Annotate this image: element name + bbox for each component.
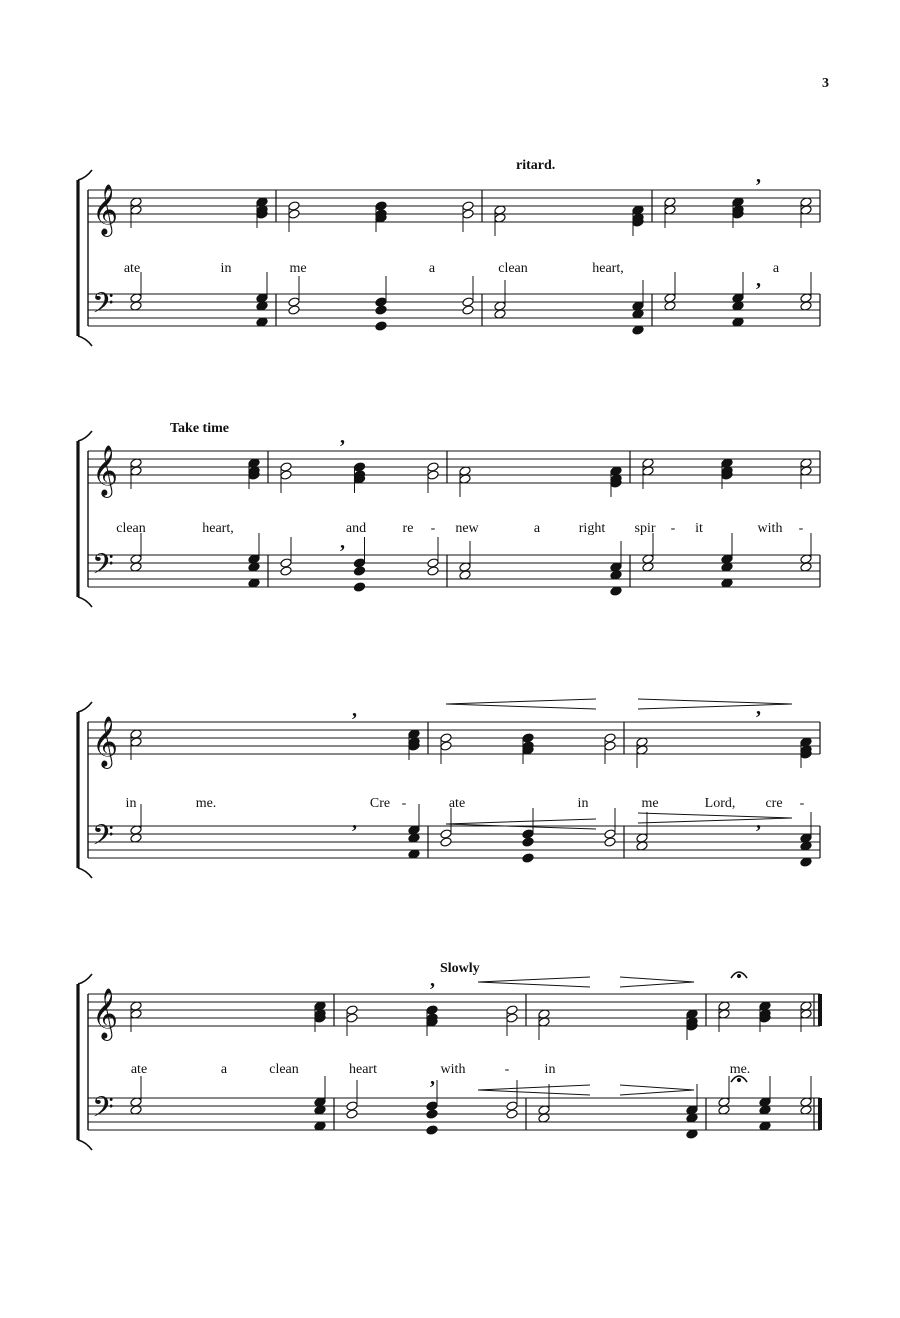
half-note-head: [462, 297, 474, 307]
system-2: [78, 426, 820, 607]
half-note-head: [427, 462, 439, 472]
half-note-head: [604, 741, 616, 751]
system-4: [78, 969, 820, 1150]
lyric: in: [577, 796, 589, 811]
treble-clef-icon: 𝄞: [92, 716, 119, 767]
crescendo-hairpin: [446, 699, 596, 709]
lyric: in: [220, 261, 232, 276]
lyric: a: [533, 521, 541, 536]
diminuendo-hairpin: [620, 1085, 694, 1095]
half-note-head: [288, 305, 300, 315]
treble-staff: [88, 451, 820, 483]
lyric: right: [578, 521, 606, 536]
half-note-head: [280, 558, 292, 568]
bracket-hook-bottom: [78, 597, 92, 607]
quarter-note-head: [375, 321, 387, 331]
diminuendo-hairpin: [620, 977, 694, 987]
breath-mark: ,: [756, 811, 761, 833]
half-note-head: [440, 829, 452, 839]
bass-clef-icon: 𝄢: [92, 287, 114, 327]
crescendo-hairpin: [446, 819, 596, 829]
lyric: ate: [123, 261, 141, 276]
system-3: [78, 697, 820, 878]
quarter-note-head: [522, 829, 534, 839]
lyric: me.: [195, 796, 217, 811]
bass-clef-icon: 𝄢: [92, 1091, 114, 1131]
lyric: clean: [269, 1062, 299, 1077]
half-note-head: [604, 829, 616, 839]
half-note-head: [346, 1101, 358, 1111]
quarter-note-head: [353, 582, 365, 592]
lyric: Lord,: [704, 796, 736, 811]
lyric: spir: [634, 521, 656, 536]
breath-mark: ,: [756, 697, 761, 719]
tempo-mark-slowly: Slowly: [440, 961, 480, 976]
breath-mark: ,: [756, 269, 761, 291]
quarter-note-head: [522, 733, 534, 743]
half-note-head: [288, 297, 300, 307]
quarter-note-head: [375, 201, 387, 211]
bass-clef-icon: 𝄢: [92, 548, 114, 588]
lyric: a: [220, 1062, 228, 1077]
lyric: -: [798, 521, 804, 536]
lyric: in: [125, 796, 137, 811]
lyric: -: [670, 521, 676, 536]
half-note-head: [462, 209, 474, 219]
bass-clef-icon: 𝄢: [92, 819, 114, 859]
lyric: cre: [765, 796, 783, 811]
half-note-head: [506, 1005, 518, 1015]
lyric: re: [402, 521, 414, 536]
half-note-head: [440, 733, 452, 743]
lyric: -: [430, 521, 436, 536]
diminuendo-hairpin: [638, 699, 792, 709]
quarter-note-head: [426, 1005, 438, 1015]
half-note-head: [506, 1109, 518, 1119]
half-note-head: [462, 305, 474, 315]
treble-clef-icon: 𝄞: [92, 988, 119, 1039]
half-note-head: [462, 201, 474, 211]
half-note-head: [280, 566, 292, 576]
crescendo-hairpin: [478, 977, 590, 987]
page-number: 3: [822, 76, 829, 91]
lyric: ate: [130, 1062, 148, 1077]
breath-mark: ,: [340, 531, 345, 553]
breath-mark: ,: [352, 811, 357, 833]
quarter-note-head: [353, 462, 365, 472]
lyric: with: [440, 1062, 466, 1077]
lyric: clean: [498, 261, 528, 276]
breath-mark: ,: [340, 426, 345, 448]
crescendo-hairpin: [478, 1085, 590, 1095]
breath-mark: ,: [430, 1067, 435, 1089]
lyric: and: [345, 521, 367, 536]
quarter-note-head: [375, 297, 387, 307]
bass-staff: [88, 294, 820, 326]
half-note-head: [427, 470, 439, 480]
half-note-head: [346, 1013, 358, 1023]
half-note-head: [604, 837, 616, 847]
lyric: a: [428, 261, 436, 276]
half-note-head: [288, 201, 300, 211]
tempo-mark-take-time: Take time: [170, 421, 229, 436]
half-note-head: [346, 1109, 358, 1119]
half-note-head: [427, 566, 439, 576]
bracket-hook-top: [78, 170, 92, 180]
bracket-hook-bottom: [78, 336, 92, 346]
lyric: it: [695, 521, 703, 536]
diminuendo-hairpin: [638, 813, 792, 823]
quarter-note-head: [426, 1125, 438, 1135]
treble-staff: [88, 722, 820, 754]
lyric: -: [504, 1062, 510, 1077]
half-note-head: [427, 558, 439, 568]
bass-staff: [88, 1098, 820, 1130]
fermata-dot: [737, 1078, 740, 1081]
bracket-hook-top: [78, 974, 92, 984]
lyric: with: [757, 521, 783, 536]
quarter-note-head: [353, 558, 365, 568]
half-note-head: [288, 209, 300, 219]
lyric: new: [455, 521, 479, 536]
quarter-note-head: [375, 305, 387, 315]
half-note-head: [440, 741, 452, 751]
system-1: [78, 165, 820, 346]
quarter-note-head: [426, 1101, 438, 1111]
half-note-head: [280, 462, 292, 472]
half-note-head: [506, 1101, 518, 1111]
lyric: me: [641, 796, 659, 811]
lyric: heart: [349, 1062, 377, 1077]
lyric: a: [772, 261, 780, 276]
half-note-head: [440, 837, 452, 847]
lyric: heart,: [202, 521, 234, 536]
lyric: Cre: [369, 796, 391, 811]
quarter-note-head: [522, 837, 534, 847]
half-note-head: [346, 1005, 358, 1015]
quarter-note-head: [353, 566, 365, 576]
quarter-note-head: [426, 1109, 438, 1119]
breath-mark: ,: [756, 165, 761, 187]
bass-staff: [88, 826, 820, 858]
bass-staff: [88, 555, 820, 587]
breath-mark: ,: [352, 699, 357, 721]
lyric: -: [799, 796, 805, 811]
treble-clef-icon: 𝄞: [92, 184, 119, 235]
breath-mark: ,: [430, 969, 435, 991]
lyric: heart,: [592, 261, 624, 276]
bracket-hook-bottom: [78, 868, 92, 878]
half-note-head: [280, 470, 292, 480]
lyric: me.: [729, 1062, 751, 1077]
bracket-hook-top: [78, 702, 92, 712]
bracket-hook-bottom: [78, 1140, 92, 1150]
tempo-mark-ritard: ritard.: [516, 158, 556, 173]
systems-layer: [78, 165, 820, 1150]
half-note-head: [604, 733, 616, 743]
lyric: me: [289, 261, 307, 276]
fermata-dot: [737, 974, 740, 977]
bracket-hook-top: [78, 431, 92, 441]
quarter-note-head: [522, 853, 534, 863]
lyric: -: [401, 796, 407, 811]
lyric: clean: [116, 521, 146, 536]
treble-staff: [88, 994, 820, 1026]
lyric: ate: [448, 796, 466, 811]
treble-staff: [88, 190, 820, 222]
treble-clef-icon: 𝄞: [92, 445, 119, 496]
lyric: in: [544, 1062, 556, 1077]
half-note-head: [506, 1013, 518, 1023]
